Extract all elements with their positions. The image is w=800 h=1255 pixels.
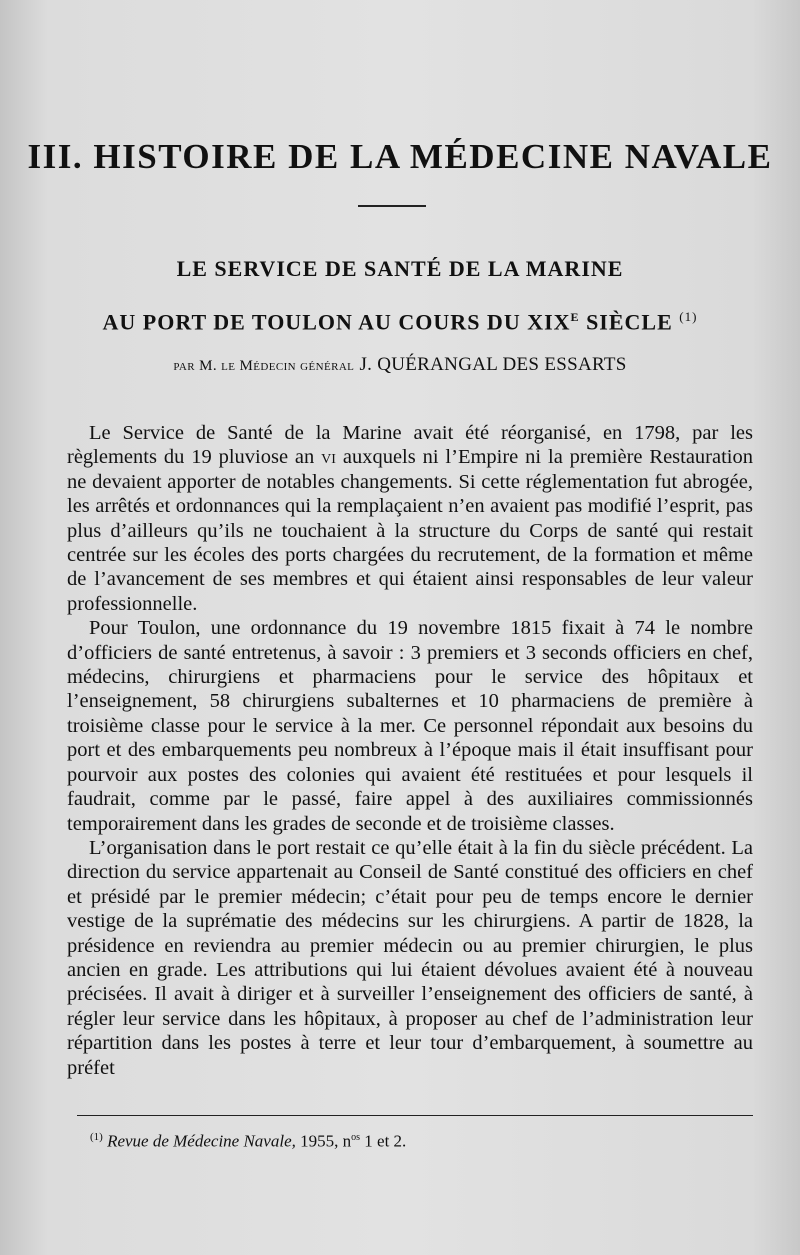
footnote-reference[interactable]: (1)	[679, 309, 698, 324]
article-body	[67, 421, 753, 1080]
paragraph-1-part-b: auxquels ni l’Empire ni la première Restauration ne devaient apporter de notables changements. Si cette réglementation fut abrogée, les arrêtés et ordonnances qui la remplaçaient n’en avaient pas modifié l’esprit, pas plus d’ailleurs qu’ils ne touchaient à la structure du Corps de santé qui restait centrée sur les écoles des ports chargées du recrutement, de la formation et même de l’avancement de ses membres et qui étaient ainsi responsables de leur valeur professionnelle.	[67, 446, 754, 615]
article-title-line2-main: AU PORT DE TOULON AU COURS DU XIX	[102, 309, 571, 335]
footnote-marker: (1)	[90, 1131, 103, 1143]
section-title: III. HISTOIRE DE LA MÉDECINE NAVALE	[27, 137, 773, 176]
author-name: J. QUÉRANGAL DES ESSARTS	[359, 354, 627, 375]
byline-prefix: par M. le Médecin général	[173, 358, 355, 374]
article-title-line1: LE SERVICE DE SANTÉ DE LA MARINE	[176, 256, 624, 281]
article-title-line2	[0, 309, 800, 335]
article-title-line2-end: SIÈCLE	[586, 309, 673, 335]
paragraph-1-part-a: Le Service de Santé de la Marine avait été réorganisé, en 1798, par les règlements du 19 pluviose an	[67, 422, 753, 469]
author-byline	[0, 354, 800, 376]
title-divider	[358, 205, 426, 207]
footnote-divider	[77, 1115, 753, 1116]
footnote-nos: os	[351, 1132, 361, 1143]
paragraph-2: Pour Toulon, une ordonnance du 19 novembre 1815 fixait à 74 le nombre d’officiers de santé entretenus, à savoir : 3 premiers et 3 seconds officiers en chef, médecins, chirurgiens et pharmaciens pour le service des hôpitaux et l’enseignement, 58 chirurgiens subalternes et 10 pharmaciens de première à troisième classe pour le service à la mer. Ce personnel répondait aux besoins du port et des embarquements peu nombreux à l’époque mais il était insuffisant pour pourvoir aux postes des colonies qui avaient été restituées et pour lesquels il faudrait, comme par le passé, faire appel à des auxiliaires commissionnés temporairement dans les grades de seconde et de troisième classes.	[67, 617, 753, 835]
footnote-journal: Revue de Médecine Navale,	[107, 1131, 296, 1151]
footnote-year: 1955, n	[300, 1131, 352, 1151]
footnote-issues: 1 et 2.	[364, 1131, 407, 1151]
century-superscript: E	[570, 310, 580, 324]
paragraph-3: L’organisation dans le port restait ce qu’elle était à la fin du siècle précédent. La direction du service appartenait au Conseil de Santé constitué des officiers en chef et présidé par le premier médecin; c’était pour peu de temps encore le dernier vestige de la suprématie des médecins sur les chirurgiens. A partir de 1828, la présidence en reviendra au premier médecin ou au premier chirurgien, le plus ancien en grade. Les attributions qui lui étaient dévolues avaient été à nouveau précisées. Il avait à diriger et à surveiller l’enseignement des officiers de santé, à régler leur service dans les hôpitaux, à proposer au chef de l’administration leur répartition dans les postes à terre et leur tour d’embarquement, à soumettre au préfet	[67, 836, 753, 1079]
paragraph-1	[67, 421, 753, 616]
roman-numeral-year: vi	[321, 446, 336, 469]
footnote	[90, 1131, 406, 1152]
